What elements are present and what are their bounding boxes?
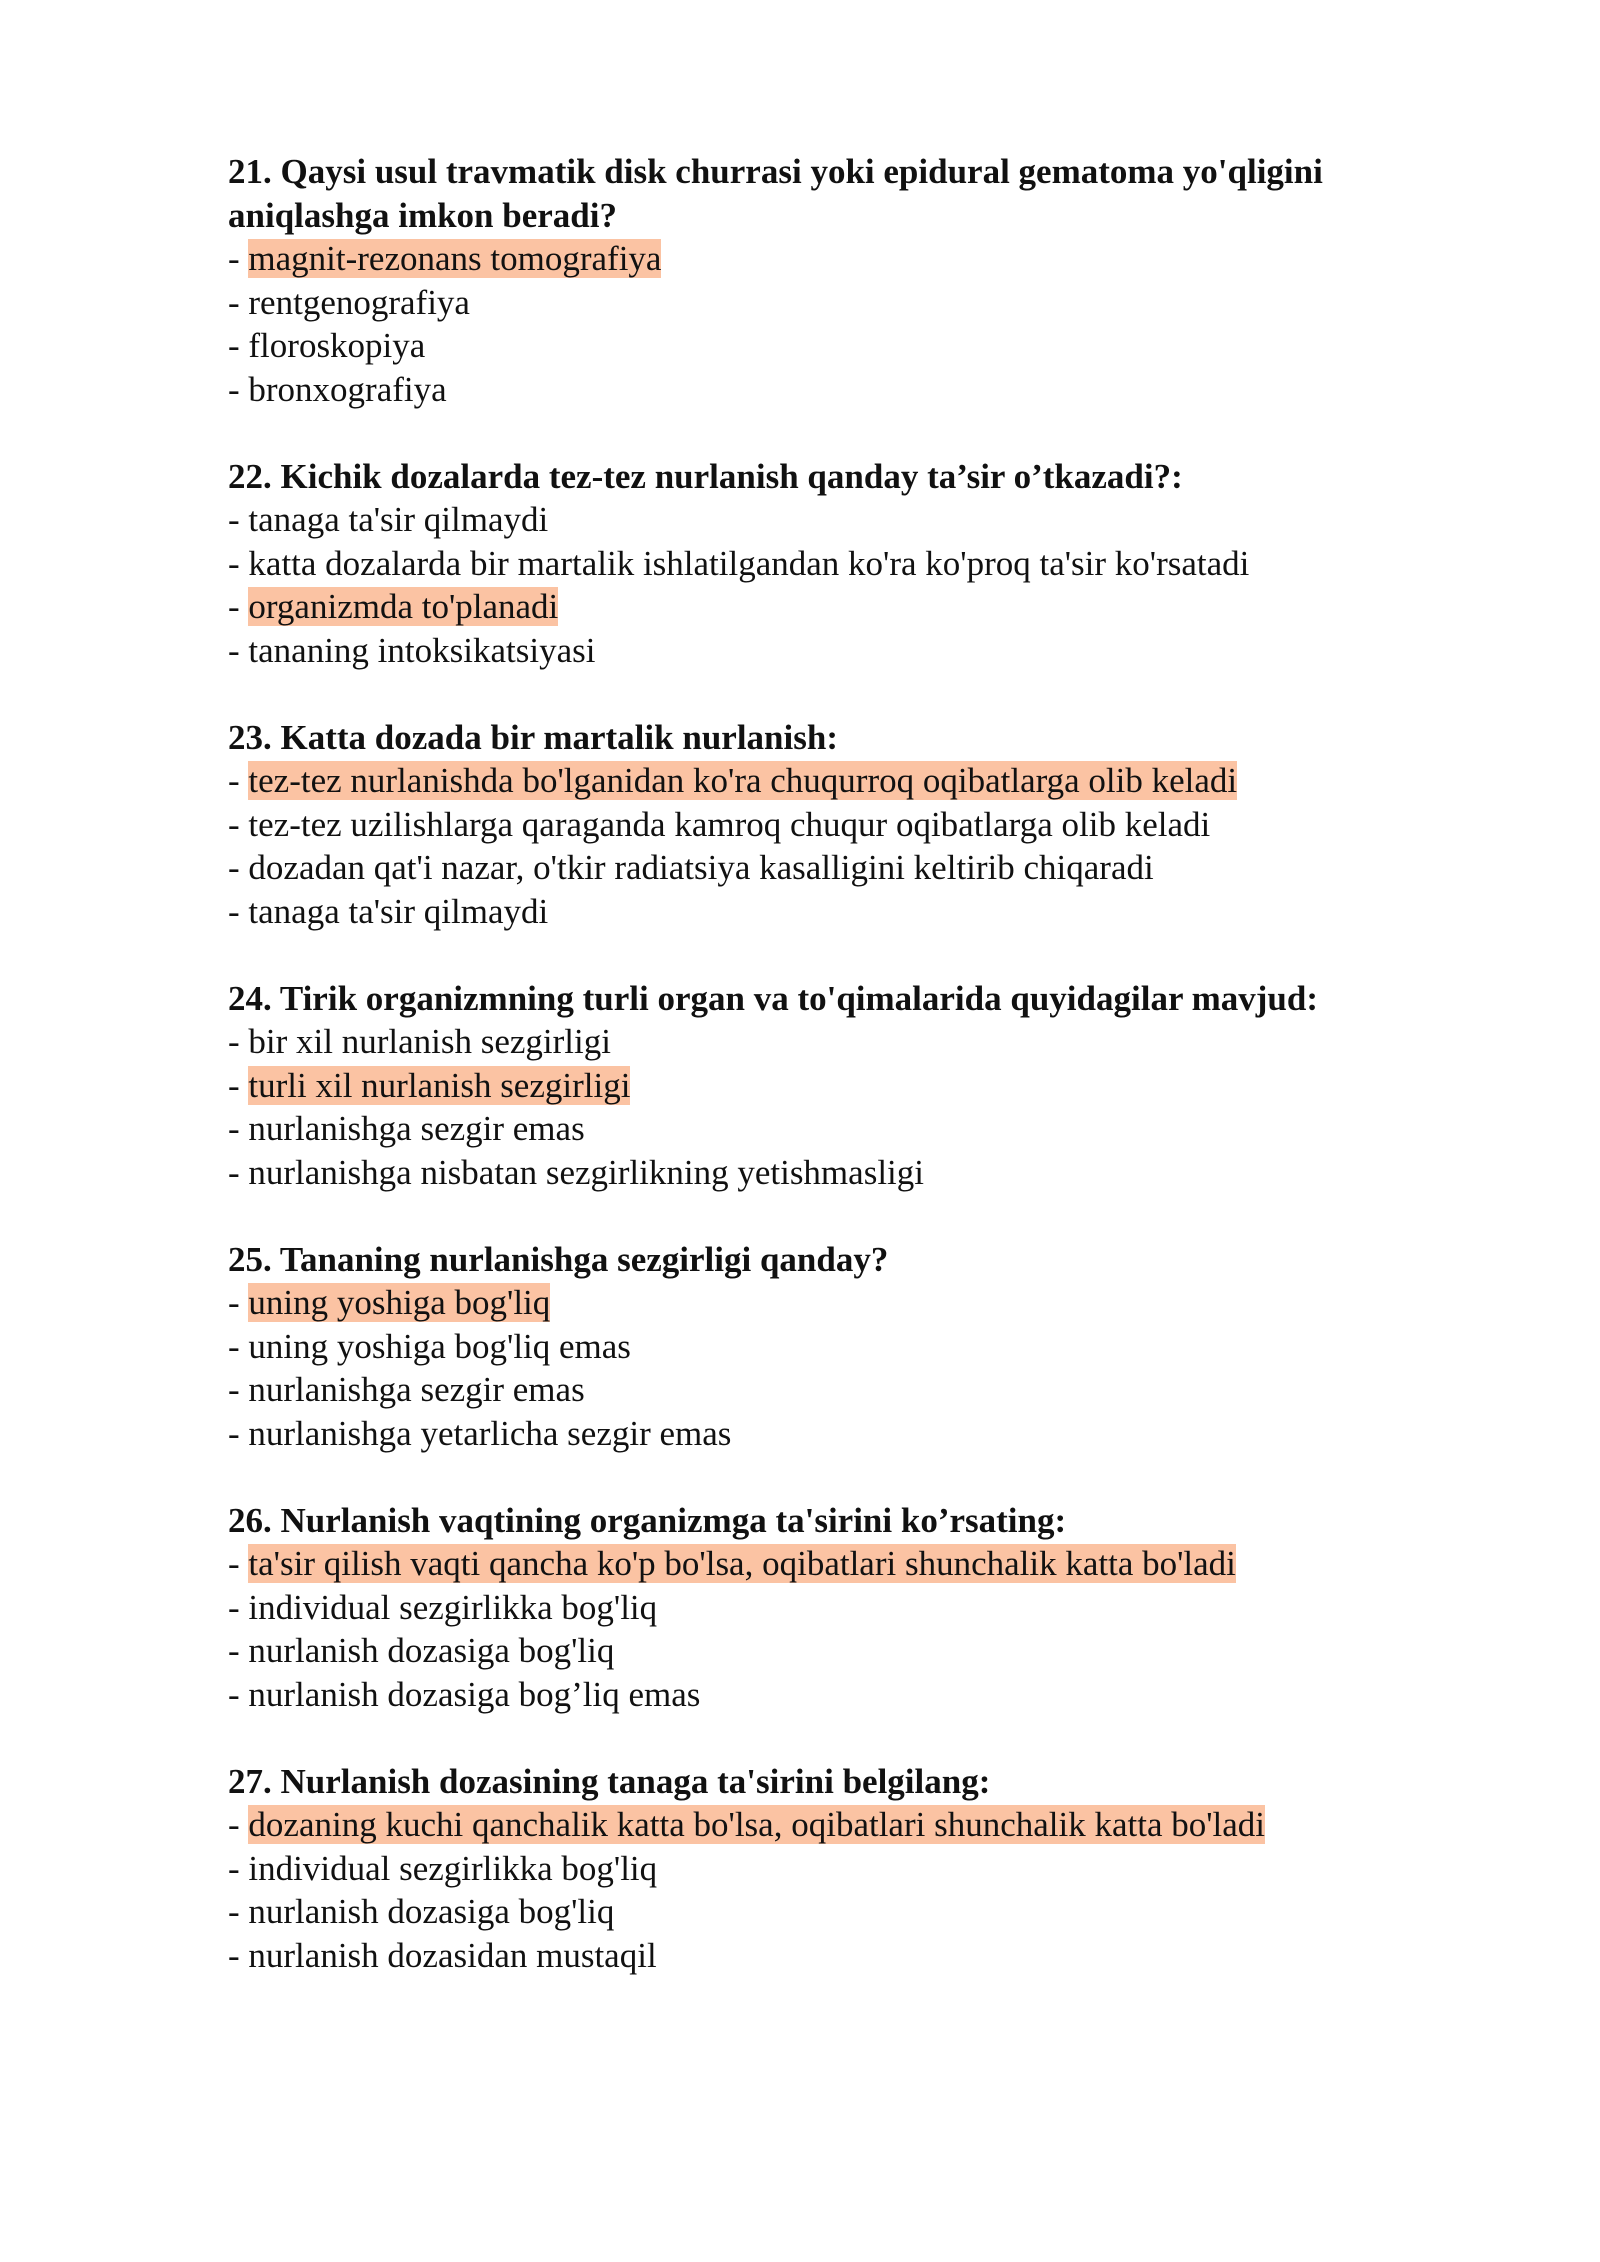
option-bullet: - xyxy=(228,1326,249,1366)
option-text: dozadan qat'i nazar, o'tkir radiatsiya kasalligini keltirib chiqaradi xyxy=(248,848,1154,887)
option-text: rentgenografiya xyxy=(248,282,470,322)
option-text: individual sezgirlikka bog'liq xyxy=(248,1848,658,1888)
question-block xyxy=(228,977,1448,1195)
option-text: bir xil nurlanish sezgirligi xyxy=(248,1022,611,1061)
option-text: nurlanishga sezgir emas xyxy=(248,1370,585,1409)
option-text: nurlanish dozasidan mustaqil xyxy=(248,1935,657,1975)
answer-option xyxy=(228,1847,1448,1891)
option-bullet: - xyxy=(228,1935,249,1975)
option-text: uning yoshiga bog'liq xyxy=(248,1283,551,1322)
option-bullet: - xyxy=(228,1109,249,1148)
option-text: tez-tez nurlanishda bo'lganidan ko'ra chuqurroq oqibatlarga olib keladi xyxy=(248,761,1238,800)
answer-option-highlighted xyxy=(228,585,1448,629)
option-bullet: - xyxy=(228,1631,249,1670)
question-block xyxy=(228,1760,1448,1978)
option-bullet: - xyxy=(228,1892,249,1931)
option-text: nurlanishga yetarlicha sezgir emas xyxy=(248,1413,732,1453)
answer-option-highlighted xyxy=(228,1803,1448,1847)
answer-option xyxy=(228,803,1448,847)
option-bullet: - xyxy=(228,1544,249,1583)
question-text: 21. Qaysi usul travmatik disk churrasi yoki epidural gematoma yo'qligini aniqlashga imkon beradi? xyxy=(228,152,1323,235)
question-text: 25. Tananing nurlanishga sezgirligi qanday? xyxy=(228,1239,889,1279)
option-text: turli xil nurlanish sezgirligi xyxy=(248,1065,631,1105)
answer-option xyxy=(228,1586,1448,1630)
option-bullet: - xyxy=(228,1065,249,1105)
option-bullet: - xyxy=(228,804,249,844)
answer-option xyxy=(228,1151,1448,1195)
answer-option xyxy=(228,1325,1448,1369)
option-text: katta dozalarda bir martalik ishlatilgandan ko'ra ko'proq ta'sir ko'rsatadi xyxy=(248,543,1250,583)
answer-option xyxy=(228,368,1448,412)
option-bullet: - xyxy=(228,1370,249,1409)
answer-option xyxy=(228,1020,1448,1064)
option-text: uning yoshiga bog'liq emas xyxy=(248,1326,631,1366)
question-block xyxy=(228,1499,1448,1717)
option-bullet: - xyxy=(228,848,249,887)
option-bullet: - xyxy=(228,282,249,322)
answer-option xyxy=(228,629,1448,673)
answer-option xyxy=(228,1629,1448,1673)
option-text: nurlanishga sezgir emas xyxy=(248,1109,585,1148)
answer-option-highlighted xyxy=(228,1281,1448,1325)
answer-option xyxy=(228,281,1448,325)
option-text: nurlanish dozasiga bog'liq xyxy=(248,1892,615,1931)
option-text: dozaning kuchi qanchalik katta bo'lsa, oqibatlari shunchalik katta bo'ladi xyxy=(248,1805,1266,1844)
answer-option xyxy=(228,1890,1448,1934)
question-text: 24. Tirik organizmning turli organ va to'qimalarida quyidagilar mavjud: xyxy=(228,978,1318,1018)
option-bullet: - xyxy=(228,1805,249,1844)
option-text: magnit-rezonans tomografiya xyxy=(248,239,662,278)
question-text: 27. Nurlanish dozasining tanaga ta'sirini belgilang: xyxy=(228,1761,991,1801)
answer-option xyxy=(228,324,1448,368)
option-text: nurlanish dozasiga bog’liq emas xyxy=(248,1674,701,1714)
option-bullet: - xyxy=(228,543,249,583)
option-bullet: - xyxy=(228,1022,249,1061)
option-bullet: - xyxy=(228,587,249,626)
option-text: individual sezgirlikka bog'liq xyxy=(248,1587,658,1627)
answer-option xyxy=(228,1934,1448,1978)
option-text: organizmda to'planadi xyxy=(248,587,559,626)
option-bullet: - xyxy=(228,1674,249,1714)
question-block xyxy=(228,455,1448,673)
option-bullet: - xyxy=(228,1848,249,1888)
question-text: 26. Nurlanish vaqtining organizmga ta'sirini ko’rsating: xyxy=(228,1500,1067,1540)
option-bullet: - xyxy=(228,500,249,539)
document-page xyxy=(228,150,1448,2021)
answer-option-highlighted xyxy=(228,1064,1448,1108)
option-bullet: - xyxy=(228,1587,249,1627)
option-text: ta'sir qilish vaqti qancha ko'p bo'lsa, oqibatlari shunchalik katta bo'ladi xyxy=(248,1544,1236,1583)
option-text: tanaga ta'sir qilmaydi xyxy=(248,891,549,931)
option-text: tez-tez uzilishlarga qaraganda kamroq chuqur oqibatlarga olib keladi xyxy=(248,804,1211,844)
answer-option-highlighted xyxy=(228,1542,1448,1586)
option-bullet: - xyxy=(228,761,249,800)
option-text: bronxografiya xyxy=(248,369,447,409)
answer-option-highlighted xyxy=(228,237,1448,281)
answer-option xyxy=(228,1412,1448,1456)
answer-option xyxy=(228,1368,1448,1412)
option-text: tanaga ta'sir qilmaydi xyxy=(248,500,549,539)
option-text: nurlanish dozasiga bog'liq xyxy=(248,1631,615,1670)
answer-option xyxy=(228,890,1448,934)
answer-option xyxy=(228,1107,1448,1151)
option-text: nurlanishga nisbatan sezgirlikning yetishmasligi xyxy=(248,1152,924,1192)
question-text: 22. Kichik dozalarda tez-tez nurlanish qanday ta’sir o’tkazadi?: xyxy=(228,456,1183,496)
question-block xyxy=(228,150,1448,411)
option-bullet: - xyxy=(228,369,249,409)
option-text: tananing intoksikatsiyasi xyxy=(248,630,596,670)
answer-option-highlighted xyxy=(228,759,1448,803)
question-text: 23. Katta dozada bir martalik nurlanish: xyxy=(228,717,838,757)
option-bullet: - xyxy=(228,630,249,670)
option-bullet: - xyxy=(228,1283,249,1322)
option-bullet: - xyxy=(228,239,249,278)
answer-option xyxy=(228,498,1448,542)
option-bullet: - xyxy=(228,891,249,931)
option-text: floroskopiya xyxy=(248,326,426,365)
answer-option xyxy=(228,542,1448,586)
question-block xyxy=(228,716,1448,934)
question-list xyxy=(228,150,1448,1977)
answer-option xyxy=(228,1673,1448,1717)
option-bullet: - xyxy=(228,326,249,365)
option-bullet: - xyxy=(228,1152,249,1192)
option-bullet: - xyxy=(228,1413,249,1453)
answer-option xyxy=(228,846,1448,890)
question-block xyxy=(228,1238,1448,1456)
